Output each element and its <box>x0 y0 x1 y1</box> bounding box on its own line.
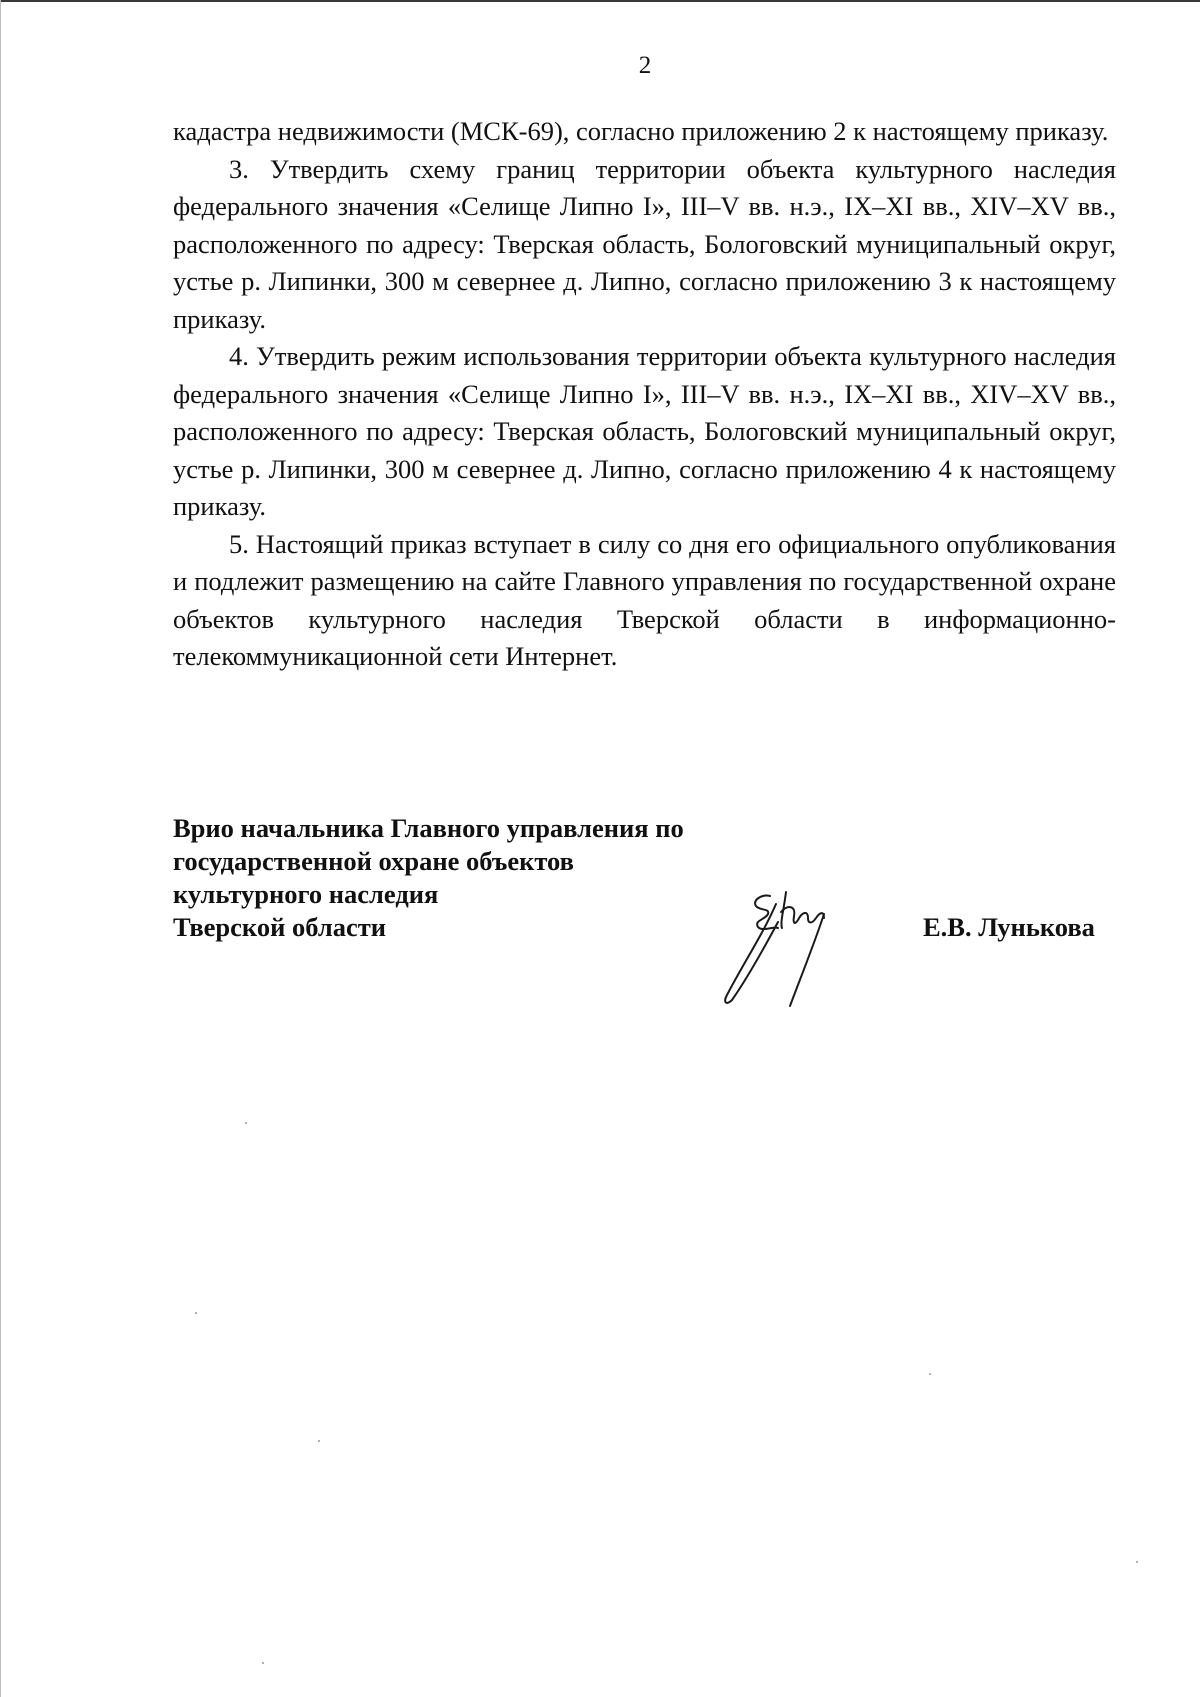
scan-speck <box>262 1662 264 1664</box>
signer-position <box>173 812 684 944</box>
signer-position-line: Врио начальника Главного управления по <box>173 813 684 843</box>
paragraph-item-4: 4. Утвердить режим использования территории объекта культурного наследия федерального значения «Селище Липно I», III–V вв. н.э., IX–XI вв., XIV–XV вв., расположенного по адресу: Тверская область, Бологовский муниципальный округ, устье р. Липинки, 300 м севернее д. Липно, согласно приложению 4 к настоящему приказу. <box>173 341 1116 521</box>
signer-name: Е.В. Лунькова <box>923 912 1095 942</box>
paragraph-item-5: 5. Настоящий приказ вступает в силу со дня его официального опубликования и подлежит размещению на сайте Главного управления по государственной охране объектов культурного наследия Тверской области в информационно-телекоммуникационной сети Интернет. <box>173 528 1116 671</box>
scan-speck <box>195 1312 197 1314</box>
paragraph-item-3: 3. Утвердить схему границ территории объекта культурного наследия федерального значения «Селище Липно I», III–V вв. н.э., IX–XI вв., XIV–XV вв., расположенного по адресу: Тверская область, Бологовский муниципальный округ, устье р. Липинки, 300 м севернее д. Липно, согласно приложению 3 к настоящему приказу. <box>173 153 1116 334</box>
signer-position-line: Тверской области <box>173 912 386 942</box>
signer-position-line: культурного наследия <box>173 879 439 909</box>
scan-speck <box>1136 1561 1138 1563</box>
page-left-edge <box>0 0 1 1697</box>
page-number: 2 <box>638 52 652 79</box>
signer-position-line: государственной охране объектов <box>173 846 574 876</box>
page-top-edge <box>0 0 1200 2</box>
handwritten-signature <box>718 884 868 1009</box>
document-body <box>173 113 1116 676</box>
scan-speck <box>245 1122 247 1124</box>
scan-speck <box>318 1440 320 1442</box>
paragraph-continuation: кадастра недвижимости (МСК-69), согласно приложению 2 к настоящему приказу. <box>173 116 1109 146</box>
scan-speck <box>929 1373 931 1375</box>
